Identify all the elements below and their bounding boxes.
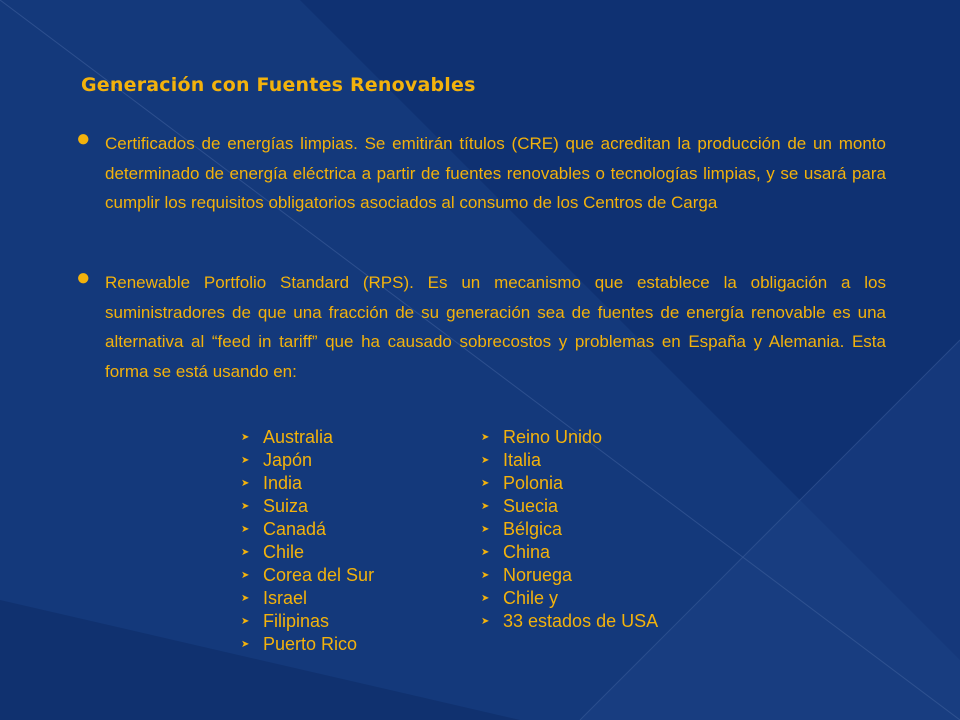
arrowhead-right-icon: ➤ — [481, 432, 490, 443]
list-item: ➤ Suiza — [241, 496, 309, 516]
arrowhead-right-icon: ➤ — [481, 524, 490, 535]
list-item: ➤ India — [241, 473, 303, 493]
arrowhead-right-icon: ➤ — [241, 501, 250, 512]
list-item: ➤ Japón — [241, 450, 313, 470]
country-list-right — [481, 426, 658, 633]
bullet-icon: ● — [76, 264, 91, 291]
slide-title: Generación con Fuentes Renovables — [81, 74, 476, 96]
arrowhead-right-icon: ➤ — [481, 478, 490, 489]
arrowhead-right-icon: ➤ — [241, 524, 250, 535]
arrowhead-right-icon: ➤ — [241, 455, 250, 466]
list-item: ➤ Suecia — [481, 496, 559, 516]
bullet-text: Renewable Portfolio Standard (RPS). Es un mecanismo que establece la obligación a los suministradores de que una fracción de su generación sea de fuentes de energía renovable es una alternativa al “feed in tariff” que ha causado sobrecostos y problemas en España y Alemania. Esta forma se está usando en: — [105, 273, 886, 381]
bullet-rps — [76, 264, 886, 386]
arrowhead-right-icon: ➤ — [241, 478, 250, 489]
list-item: ➤ Noruega — [481, 565, 573, 585]
arrowhead-right-icon: ➤ — [241, 432, 250, 443]
list-item: ➤ Australia — [241, 427, 334, 447]
list-item: ➤ Chile y — [481, 588, 559, 608]
list-item: ➤ Canadá — [241, 519, 327, 539]
arrowhead-right-icon: ➤ — [241, 616, 250, 627]
arrowhead-right-icon: ➤ — [241, 547, 250, 558]
list-item: ➤ Chile — [241, 542, 305, 562]
list-item: ➤ Puerto Rico — [241, 634, 358, 654]
list-item: ➤ Reino Unido — [481, 427, 603, 447]
bullet-certificados — [76, 125, 886, 218]
arrowhead-right-icon: ➤ — [481, 455, 490, 466]
list-item: ➤ Israel — [241, 588, 308, 608]
list-item: ➤ Polonia — [481, 473, 564, 493]
list-item: ➤ China — [481, 542, 551, 562]
arrowhead-right-icon: ➤ — [481, 547, 490, 558]
arrowhead-right-icon: ➤ — [481, 570, 490, 581]
bullet-text: Certificados de energías limpias. Se emitirán títulos (CRE) que acreditan la producción de un monto determinado de energía eléctrica a partir de fuentes renovables o tecnologías limpias, y se usará para cumplir los requisitos obligatorios asociados al consumo de los Centros de Carga — [105, 134, 886, 212]
arrowhead-right-icon: ➤ — [241, 639, 250, 650]
arrowhead-right-icon: ➤ — [241, 593, 250, 604]
list-item: ➤ Italia — [481, 450, 542, 470]
bullet-icon: ● — [76, 125, 91, 152]
list-item: ➤ Corea del Sur — [241, 565, 375, 585]
arrowhead-right-icon: ➤ — [481, 616, 490, 627]
list-item: ➤ Bélgica — [481, 519, 563, 539]
arrowhead-right-icon: ➤ — [481, 593, 490, 604]
country-list-left — [241, 426, 374, 656]
list-item: ➤ Filipinas — [241, 611, 330, 631]
arrowhead-right-icon: ➤ — [241, 570, 250, 581]
arrowhead-right-icon: ➤ — [481, 501, 490, 512]
list-item: ➤ 33 estados de USA — [481, 611, 659, 631]
